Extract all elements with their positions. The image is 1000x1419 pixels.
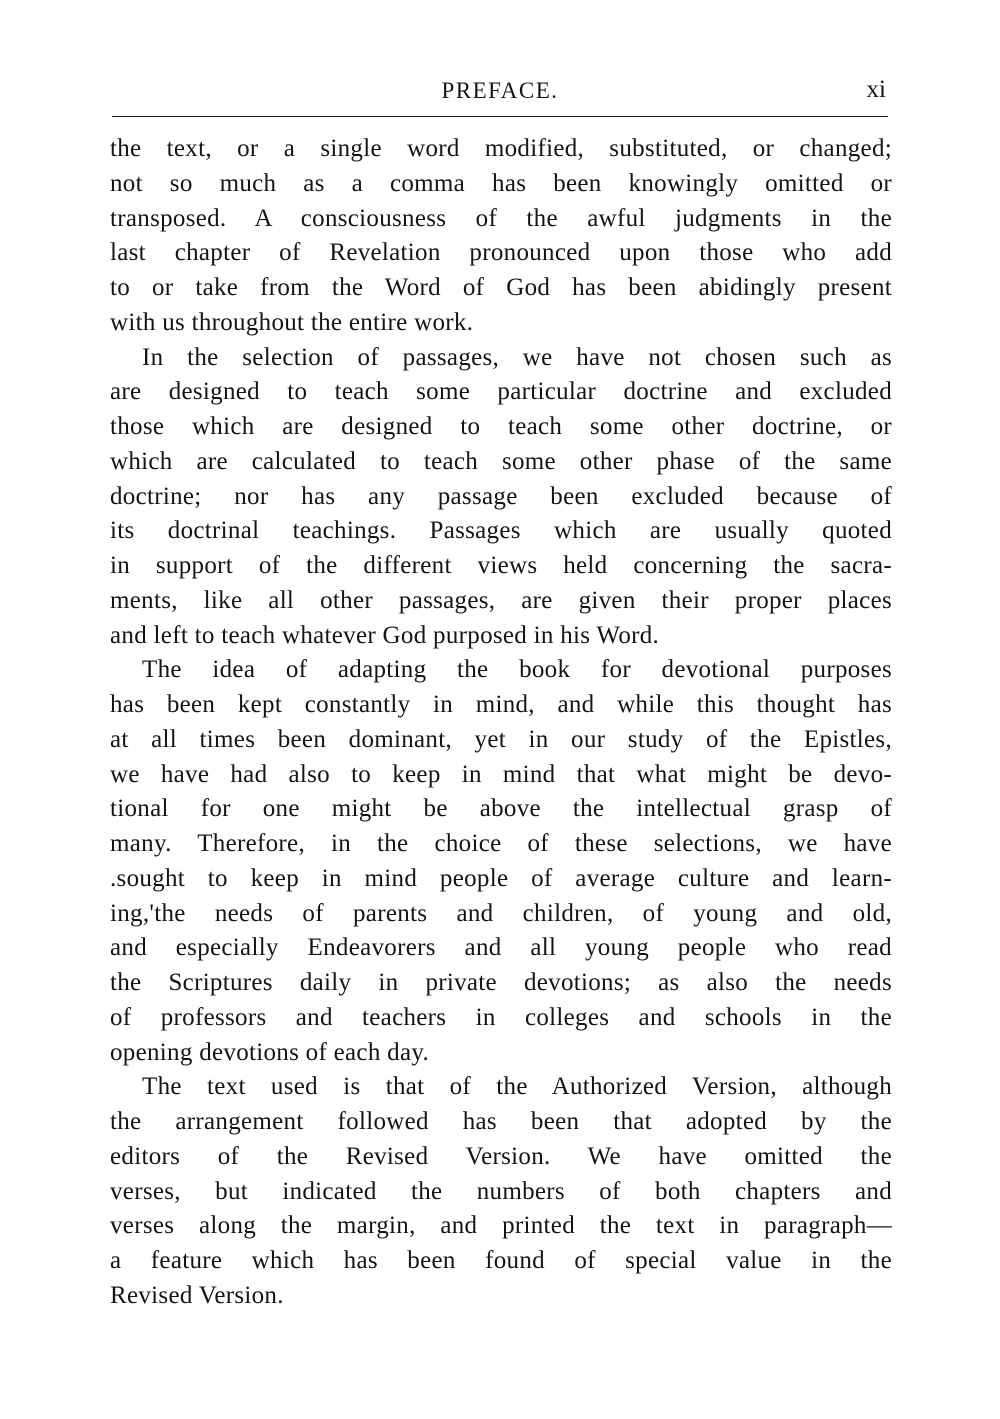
- text-line: opening devotions of each day.: [110, 1038, 430, 1066]
- text-line: many. Therefore, in the choice of these selections, we have: [110, 830, 892, 857]
- text-line: not so much as a comma has been knowingly omitted or: [110, 169, 892, 197]
- text-line: the arrangement followed has been that adopted by the: [110, 1108, 892, 1135]
- text-line: a feature which has been found of special value in the: [110, 1247, 892, 1274]
- text-line: to or take from the Word of God has been abidingly present: [110, 274, 892, 301]
- text-line: ments, like all other passages, are given their proper places: [110, 586, 892, 614]
- running-head: [110, 74, 890, 110]
- text-line: transposed. A consciousness of the awful judgments in the: [110, 204, 892, 232]
- text-line: are designed to teach some particular doctrine and excluded: [110, 378, 892, 406]
- text-line: editors of the Revised Version. We have omitted the: [110, 1142, 892, 1170]
- text-line: of professors and teachers in colleges and schools in the: [110, 1003, 892, 1031]
- text-line: its doctrinal teachings. Passages which are usually quoted: [110, 517, 892, 545]
- text-line: has been kept constantly in mind, and while this thought has: [110, 691, 892, 718]
- text-line: which are calculated to teach some other phase of the same: [110, 447, 892, 475]
- text-line: the text, or a single word modified, substituted, or changed;: [110, 135, 892, 162]
- text-line: .sought to keep in mind people of average culture and learn-: [110, 864, 892, 892]
- text-line: with us throughout the entire work.: [110, 308, 474, 336]
- running-title: PREFACE.: [441, 78, 559, 103]
- page-number: xi: [866, 76, 886, 103]
- body-text: [110, 132, 892, 1314]
- text-line: verses along the margin, and printed the text in paragraph—: [110, 1212, 892, 1240]
- text-line: tional for one might be above the intellectual grasp of: [110, 795, 892, 823]
- text-line: last chapter of Revelation pronounced upon those who add: [110, 239, 892, 267]
- text-line: and especially Endeavorers and all young people who read: [110, 934, 892, 962]
- text-line: we have had also to keep in mind that what might be devo-: [110, 760, 892, 788]
- text-line: doctrine; nor has any passage been excluded because of: [110, 482, 892, 510]
- text-line: those which are designed to teach some other doctrine, or: [110, 413, 892, 440]
- text-line: at all times been dominant, yet in our study of the Epistles,: [110, 725, 892, 753]
- text-line: the Scriptures daily in private devotions; as also the needs: [110, 969, 892, 996]
- text-line: The text used is that of the Authorized Version, although: [142, 1073, 892, 1101]
- text-line: and left to teach whatever God purposed in his Word.: [110, 621, 660, 649]
- text-line: The idea of adapting the book for devotional purposes: [142, 656, 892, 684]
- text-line: ing,'the needs of parents and children, of young and old,: [110, 899, 892, 927]
- text-line: In the selection of passages, we have not chosen such as: [142, 343, 892, 371]
- header-rule: [112, 116, 888, 117]
- text-line: in support of the different views held concerning the sacra-: [110, 552, 892, 579]
- text-line: Revised Version.: [110, 1281, 284, 1309]
- text-line: verses, but indicated the numbers of both chapters and: [110, 1177, 892, 1205]
